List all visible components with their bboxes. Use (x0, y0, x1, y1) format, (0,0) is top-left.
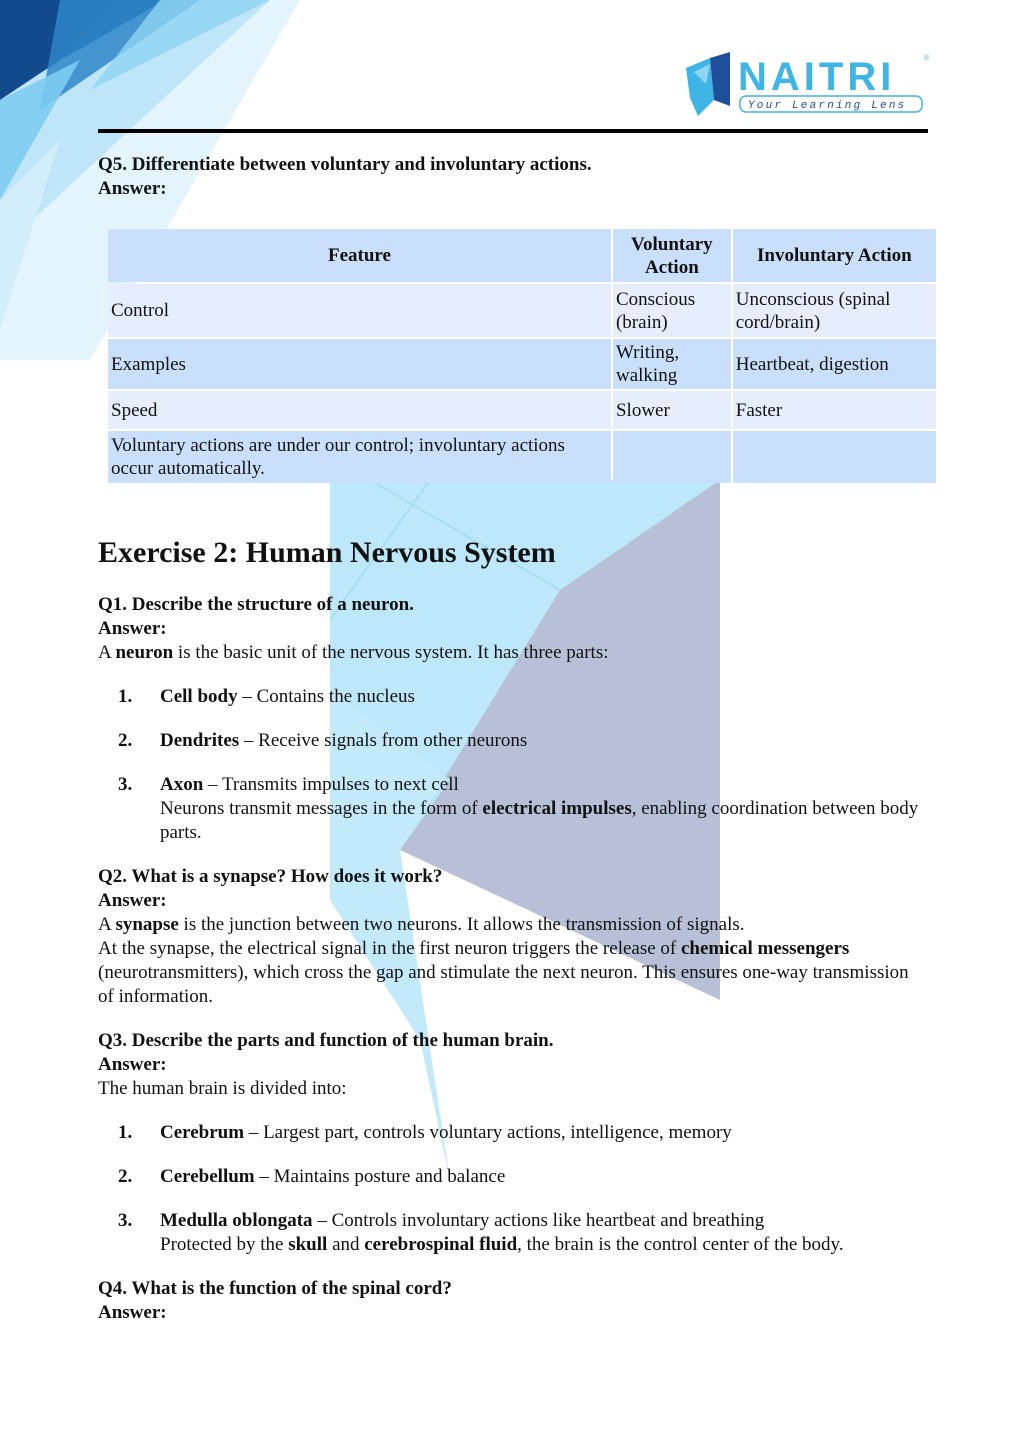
list-item: 3. Axon – Transmits impulses to next cell Neurons transmit messages in the form of electrical impulses, enabling coordination between body parts. (118, 774, 919, 843)
svg-text:®: ® (924, 55, 930, 62)
table-cell: Control (108, 284, 611, 337)
q2-answer-line1: A synapse is the junction between two neurons. It allows the transmission of signals. (98, 914, 745, 935)
q1-question: Q1. Describe the structure of a neuron. (98, 594, 414, 615)
logo-tagline: Your Learning Lens (748, 100, 907, 112)
table-cell: Faster (733, 391, 936, 429)
q3-intro: The human brain is divided into: (98, 1078, 347, 1099)
q4-answer-label: Answer: (98, 1302, 167, 1323)
naitri-logo (684, 50, 934, 122)
table-header-row (108, 229, 936, 282)
document-body (98, 153, 938, 1325)
header-divider (98, 129, 928, 133)
table-cell: Heartbeat, digestion (733, 339, 936, 389)
list-item: 1. Cell body – Contains the nucleus (118, 686, 415, 707)
table-cell: Writing, walking (613, 339, 731, 389)
q2-question: Q2. What is a synapse? How does it work? (98, 866, 443, 887)
list-item: 1. Cerebrum – Largest part, controls voluntary actions, intelligence, memory (118, 1122, 732, 1143)
q4-question: Q4. What is the function of the spinal cord? (98, 1278, 452, 1299)
q2-answer-line2: At the synapse, the electrical signal in the first neuron triggers the release of chemical messengers (neurotransmitters), which cross the gap and stimulate the next neuron. This ensures one-way transmission of information. (98, 938, 909, 1007)
table-cell: Slower (613, 391, 731, 429)
q1-intro: A neuron is the basic unit of the nervous system. It has three parts: (98, 642, 609, 663)
neuron-parts-list (98, 685, 938, 845)
naitri-logo-mark-icon (684, 50, 934, 122)
table-cell: Examples (108, 339, 611, 389)
table-cell: Conscious (brain) (613, 284, 731, 337)
q3-question: Q3. Describe the parts and function of the human brain. (98, 1030, 554, 1051)
table-header-cell: Voluntary Action (613, 229, 731, 282)
table-header-cell: Feature (108, 229, 611, 282)
exercise-title: Exercise 2: Human Nervous System (98, 536, 556, 569)
table-header-cell: Involuntary Action (733, 229, 936, 282)
table-cell (733, 431, 936, 483)
table-cell: Unconscious (spinal cord/brain) (733, 284, 936, 337)
q2-answer-label: Answer: (98, 890, 167, 911)
table-row (108, 284, 936, 337)
list-item: 2. Cerebellum – Maintains posture and balance (118, 1166, 506, 1187)
list-item: 3. Medulla oblongata – Controls involuntary actions like heartbeat and breathing Protected by the skull and cerebrospinal fluid, the brain is the control center of the body. (118, 1210, 844, 1255)
table-cell: Voluntary actions are under our control; involuntary actions occur automatically. (108, 431, 611, 483)
table-row (108, 391, 936, 429)
brain-parts-list (98, 1121, 938, 1257)
comparison-table (106, 227, 938, 485)
table-row (108, 431, 936, 483)
q3-answer-label: Answer: (98, 1054, 167, 1075)
q5-question: Q5. Differentiate between voluntary and involuntary actions. (98, 154, 592, 175)
table-cell: Speed (108, 391, 611, 429)
logo-wordmark: NAITRI (738, 55, 896, 99)
table-cell (613, 431, 731, 483)
list-item: 2. Dendrites – Receive signals from other neurons (118, 730, 528, 751)
table-row (108, 339, 936, 389)
q5-answer-label: Answer: (98, 178, 167, 199)
q1-answer-label: Answer: (98, 618, 167, 639)
